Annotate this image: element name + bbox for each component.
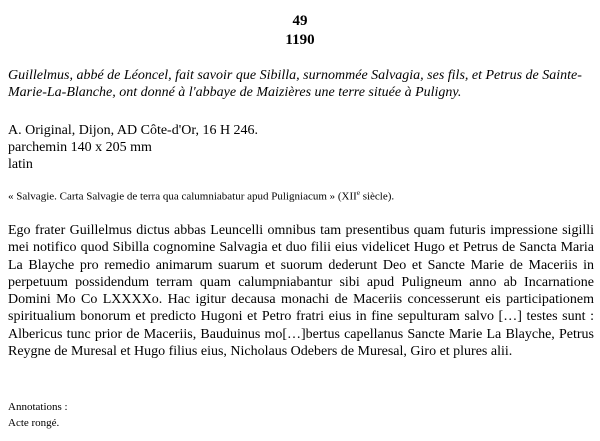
charter-summary: Guillelmus, abbé de Léoncel, fait savoir que Sibilla, surnommée Salvagia, ses fils, et Petrus de Sainte-Marie-La-Blanche, ont donné à l'abbaye de Maizières une terre située à Puligny. — [8, 68, 582, 100]
citation-main: « Salvagie. Carta Salvagie de terra qua calumniabatur apud Puligniacum » (XII — [8, 190, 357, 203]
source-metadata — [8, 122, 258, 173]
annotations-text: Acte rongé. — [8, 417, 60, 429]
language: latin — [8, 157, 33, 172]
citation-superscript: e — [356, 189, 360, 197]
charter-text: Ego frater Guillelmus dictus abbas Leuncelli omnibus tam presentibus quam futuris impressione sigilli mei notifico quod Sibilla cognomine Salvagia et duo filii eius videlicet Hugo et Petrus de Sancta Maria La Blayche pro remedio animarum suarum et suorum dederunt Deo et Sancte Marie de Maceriis in perpetuum possidendum terram quam calumpniabantur sibi apud Puligneum anno ab Incarnatione Domini Mo Co LXXXXo. Hac igitur decausa monachi de Maceriis concesserunt eis participationem spiritualium bonorum et predicto Hugoni et Petro fratri eius in fine sepulturam salvo […] testes sunt : Albericus tunc prior de Maceriis, Bauduinus mo[…]bertus capellanus Sancte Marie La Blayche, Petrus Reygne de Muresal et Hugo filius eius, Nicholaus Odebers de Muresal, Giro et plures alii. — [8, 223, 594, 360]
annotations-label: Annotations : — [8, 401, 68, 413]
charter-year: 1190 — [285, 32, 315, 48]
dorsal-citation — [8, 189, 394, 203]
material-description: parchemin 140 x 205 mm — [8, 140, 152, 155]
citation-tail: siècle). — [359, 190, 395, 203]
charter-number: 49 — [292, 13, 308, 29]
source-reference: A. Original, Dijon, AD Côte-d'Or, 16 H 246. — [8, 123, 259, 138]
